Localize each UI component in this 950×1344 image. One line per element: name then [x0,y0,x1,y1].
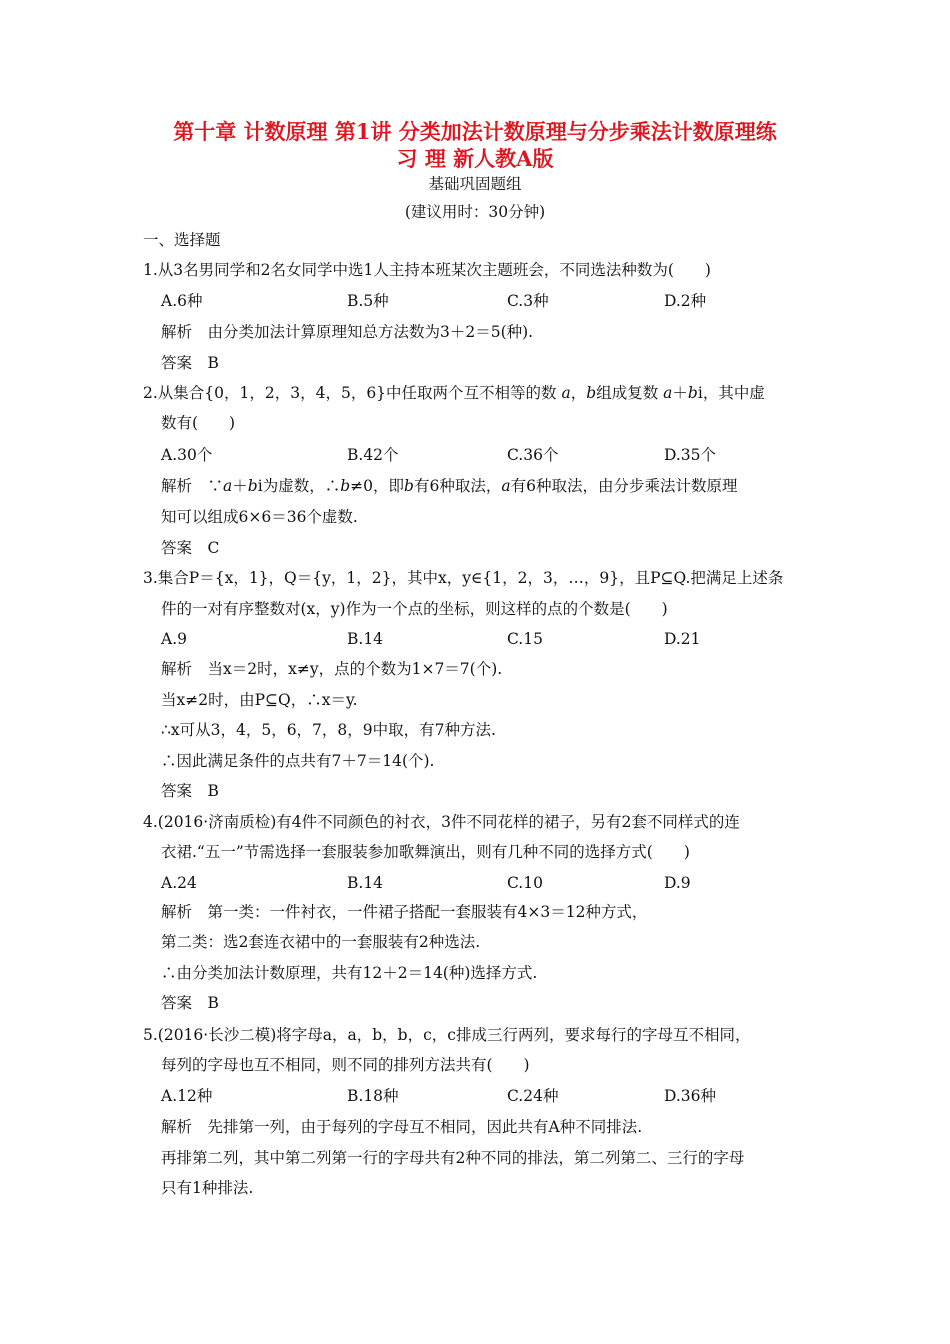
q4-analysis-line-2: 第二类：选2套连衣裙中的一套服装有2种选法. [161,933,481,951]
q1-option-d: D.2种 [664,292,707,310]
q2-option-d: D.35个 [664,446,717,464]
q1-option-c: C.3种 [507,292,549,310]
q5-option-d: D.36种 [664,1087,717,1105]
q1-answer: 答案 B [161,354,219,372]
q3-analysis-line-4: ∴因此满足条件的点共有7＋7＝14(个). [161,752,435,770]
q2-stem-line-2: 数有( ) [161,414,236,432]
q3-stem-line-2: 件的一对有序整数对(x，y)作为一个点的坐标，则这样的点的个数是( ) [161,600,668,618]
q4-analysis-line-3: ∴由分类加法计数原理，共有12＋2＝14(种)选择方式. [161,964,538,982]
q2-stem-line-1: 2.从集合{0，1，2，3，4，5，6}中任取两个互不相等的数 a，b组成复数 a＋bi，其中虚 [143,384,765,402]
q3-analysis-line-1: 解析 当x＝2时，x≠y，点的个数为1×7＝7(个). [161,660,503,678]
q4-stem-line-1: 4.(2016·济南质检)有4件不同颜色的衬衣，3件不同花样的裙子，另有2套不同样式的连 [143,813,740,831]
section-heading: 一、选择题 [143,231,221,249]
q2-option-c: C.36个 [507,446,559,464]
q5-stem-line-1: 5.(2016·长沙二模)将字母a，a，b，b，c，c排成三行两列，要求每行的字母互不相同， [143,1026,751,1044]
q1-option-a: A.6种 [161,292,203,310]
q1-analysis: 解析 由分类加法计算原理知总方法数为3＋2＝5(种). [161,323,534,341]
q3-option-d: D.21 [664,630,701,648]
q4-option-a: A.24 [161,874,197,892]
q2-answer: 答案 C [161,539,220,557]
suggested-time: (建议用时：30分钟) [404,203,546,221]
q2-analysis-line-2: 知可以组成6×6＝36个虚数. [161,508,358,526]
q3-analysis-line-2: 当x≠2时，由P⊆Q，∴x＝y. [161,691,358,709]
q3-option-b: B.14 [347,630,384,648]
document-title [120,118,830,172]
q5-option-a: A.12种 [161,1087,213,1105]
q1-option-b: B.5种 [347,292,389,310]
q2-option-a: A.30个 [161,446,213,464]
q4-option-b: B.14 [347,874,384,892]
q5-analysis-line-2: 再排第二列，其中第二列第一行的字母共有2种不同的排法，第二列第二、三行的字母 [161,1149,745,1167]
q5-option-c: C.24种 [507,1087,559,1105]
q3-option-a: A.9 [161,630,187,648]
q4-analysis-line-1: 解析 第一类：一件衬衣，一件裙子搭配一套服装有4×3＝12种方式， [161,903,648,921]
q3-option-c: C.15 [507,630,543,648]
q5-analysis-line-3: 只有1种排法. [161,1179,254,1197]
q3-analysis-line-3: ∴x可从3，4，5，6，7，8，9中取，有7种方法. [161,721,496,739]
q4-answer: 答案 B [161,994,219,1012]
q4-option-c: C.10 [507,874,543,892]
q4-stem-line-2: 衣裙.“五一”节需选择一套服装参加歌舞演出，则有几种不同的选择方式( ) [161,843,690,861]
q2-analysis-line-1: 解析 ∵a＋bi为虚数，∴b≠0，即b有6种取法，a有6种取法，由分步乘法计数原理 [161,477,738,495]
q5-analysis-line-1: 解析 先排第一列，由于每列的字母互不相同，因此共有A种不同排法. [161,1118,643,1136]
subtitle: 基础巩固题组 [428,175,522,193]
q4-option-d: D.9 [664,874,691,892]
q3-answer: 答案 B [161,782,219,800]
q3-stem-line-1: 3.集合P＝{x，1}，Q＝{y，1，2}，其中x，y∈{1，2，3，…，9}，且P⊆Q.把满足上述条 [143,569,784,587]
q5-option-b: B.18种 [347,1087,399,1105]
q5-stem-line-2: 每列的字母也互不相同，则不同的排列方法共有( ) [161,1056,530,1074]
title-line-1: 第十章 计数原理 第1讲 分类加法计数原理与分步乘法计数原理练 [173,119,777,144]
title-line-2: 习 理 新人教A版 [396,146,554,171]
q1-stem: 1.从3名男同学和2名女同学中选1人主持本班某次主题班会，不同选法种数为( ) [143,261,711,279]
q2-option-b: B.42个 [347,446,399,464]
